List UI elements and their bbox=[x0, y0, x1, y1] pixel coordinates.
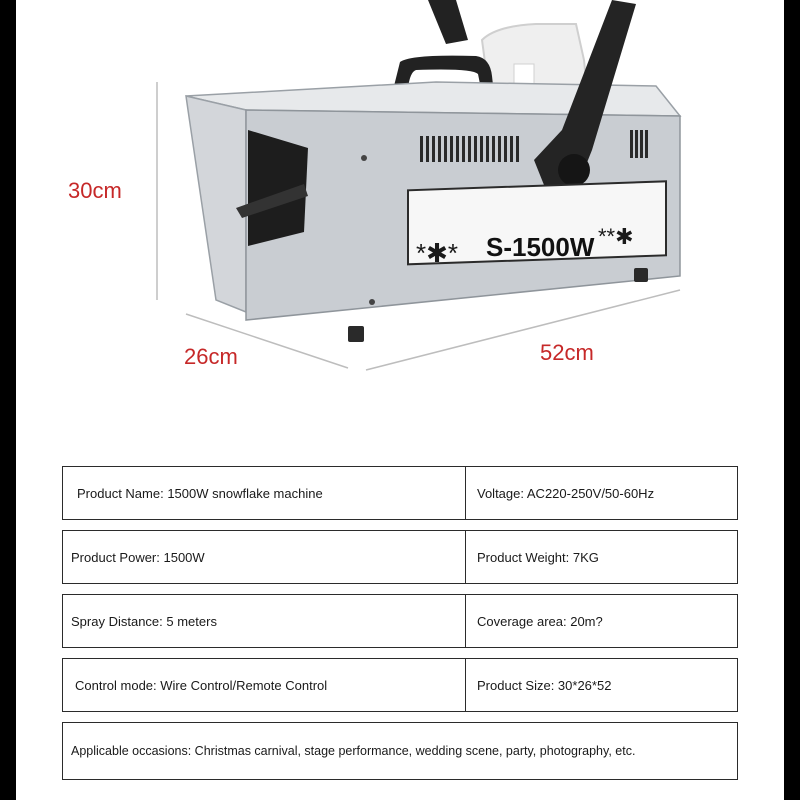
spec-spray-distance: Spray Distance: 5 meters bbox=[71, 613, 217, 629]
snowflake-right-icon: **✱ bbox=[598, 224, 634, 249]
cell-divider bbox=[465, 659, 466, 711]
spec-control-mode: Control mode: Wire Control/Remote Control bbox=[75, 677, 328, 693]
spec-product-weight: Product Weight: 7KG bbox=[477, 549, 599, 565]
width-dimension-label: 52cm bbox=[540, 340, 594, 365]
cell-divider bbox=[465, 531, 466, 583]
snowflake-left-icon: *✱* bbox=[416, 238, 459, 268]
spec-row-wide bbox=[62, 722, 738, 780]
spec-product-size: Product Size: 30*26*52 bbox=[477, 677, 612, 693]
spec-product-name: Product Name: 1500W snowflake machine bbox=[77, 485, 323, 501]
depth-dimension-label: 26cm bbox=[184, 344, 238, 369]
spec-table bbox=[16, 0, 784, 800]
spec-voltage: Voltage: AC220-250V/50-60Hz bbox=[477, 485, 655, 501]
height-dimension-label: 30cm bbox=[68, 178, 122, 203]
spec-product-power: Product Power: 1500W bbox=[71, 549, 205, 565]
cell-divider bbox=[465, 595, 466, 647]
spec-row bbox=[62, 530, 738, 584]
product-image-canvas bbox=[16, 0, 784, 800]
spec-row bbox=[62, 466, 738, 520]
cell-divider bbox=[465, 467, 466, 519]
spec-applicable-occasions: Applicable occasions: Christmas carnival, stage performance, wedding scene, party, photography, etc. bbox=[71, 744, 636, 758]
spec-row bbox=[62, 594, 738, 648]
spec-coverage-area: Coverage area: 20m? bbox=[477, 613, 603, 629]
model-label: S-1500W bbox=[486, 232, 595, 262]
spec-row bbox=[62, 658, 738, 712]
